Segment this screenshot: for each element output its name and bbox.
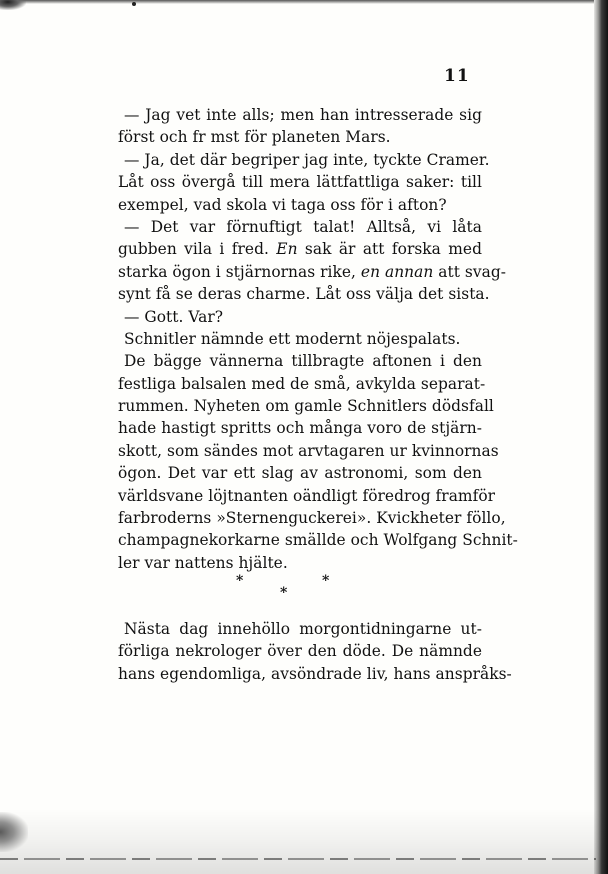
text-line: [118, 261, 506, 283]
text-line: [118, 350, 482, 372]
scan-edge-top: [0, 0, 608, 4]
paragraph: [118, 306, 482, 328]
text-line: [118, 462, 482, 484]
text-run: Schnitler nämnde ett modernt nöjespalats.: [124, 329, 461, 348]
asterism-star: *: [236, 573, 244, 589]
text-run: De bägge vännerna tillbragte aftonen i den: [124, 352, 482, 371]
text-line: [118, 216, 482, 238]
italic-text: en annan: [360, 262, 434, 281]
text-run: — Gott. Var?: [124, 307, 224, 326]
text-line: [118, 417, 482, 439]
text-run: först och fr mst för planeten Mars.: [118, 128, 391, 147]
text-line: [118, 373, 486, 395]
text-line: [118, 395, 494, 417]
text-run: gubben vila i fred.: [118, 240, 277, 259]
text-line: [118, 194, 482, 216]
text-line: [118, 440, 499, 462]
asterism-star: *: [280, 585, 288, 601]
text-run: Nästa dag innehöllo morgontidningarne ut-: [124, 620, 482, 638]
text-line: [118, 663, 512, 685]
scan-corner-mark: [0, 0, 26, 10]
text-run: — Jag vet inte alls; men han intresserade sig: [124, 106, 482, 124]
paragraph: [118, 216, 506, 306]
text-line: [118, 507, 506, 529]
asterism-star: *: [322, 573, 330, 589]
paragraph: [118, 328, 482, 350]
text-run: synt få se deras charme. Låt oss välja det sista.: [118, 285, 490, 304]
text-run: starka ögon i stjärnornas rike,: [118, 262, 361, 281]
text-run: förliga nekrologer över den döde. De nämnde: [118, 642, 482, 661]
text-line: [118, 618, 482, 640]
text-line: [118, 306, 482, 328]
text-run: champagnekorkarne smällde och Wolfgang Schnit-: [118, 531, 518, 550]
paragraph: [118, 104, 482, 149]
section-break-asterism: [200, 568, 360, 608]
text-run: hade hastigt spritts och många voro de stjärn-: [118, 419, 482, 438]
text-run: hans egendomliga, avsöndrade liv, hans anspråks-: [118, 664, 512, 683]
text-line: [118, 529, 518, 551]
text-line: [118, 149, 490, 171]
scan-bottom-line: [0, 858, 596, 860]
italic-text: En: [276, 240, 298, 259]
scan-speck: [132, 2, 136, 6]
text-run: skott, som sändes mot arvtagaren ur kvinnornas: [118, 441, 499, 460]
text-run: farbroderns »Sternenguckerei». Kvickheter föllo,: [118, 509, 506, 528]
text-line: [118, 126, 482, 148]
text-run: världsvane löjtnanten oändligt föredrog framför: [118, 486, 496, 505]
body-text-bottom: [118, 618, 512, 685]
scan-bottom-shadow: [0, 808, 608, 874]
text-run: sak är att forska med: [297, 240, 482, 259]
text-run: exempel, vad skola vi taga oss för i afton?: [118, 195, 447, 214]
text-line: [118, 171, 482, 193]
text-run: rummen. Nyheten om gamle Schnitlers dödsfall: [118, 397, 494, 416]
scan-edge-right: [594, 0, 608, 874]
text-line: [118, 283, 490, 305]
text-line: [118, 485, 496, 507]
page-number: 11: [444, 66, 470, 86]
body-text-top: [118, 104, 518, 574]
text-run: — Det var förnuftigt talat! Alltså, vi låta: [124, 217, 482, 236]
text-line: [118, 328, 482, 350]
text-run: — Ja, det där begriper jag inte, tyckte Cramer.: [124, 150, 490, 169]
text-run: ögon. Det var ett slag av astronomi, som den: [118, 464, 482, 483]
text-run: ler var nattens hjälte.: [118, 553, 288, 572]
paragraph: [118, 149, 490, 216]
paragraph: [118, 618, 512, 685]
scan-left-smudge: [0, 812, 28, 852]
text-run: festliga balsalen med de små, avkylda separat-: [118, 374, 486, 393]
text-run: att svag-: [433, 262, 506, 281]
text-line: [118, 640, 482, 662]
text-line: [118, 104, 482, 126]
paragraph: [118, 350, 518, 574]
text-run: Låt oss övergå till mera lättfattliga saker: till: [118, 173, 482, 192]
text-line: [118, 238, 482, 260]
